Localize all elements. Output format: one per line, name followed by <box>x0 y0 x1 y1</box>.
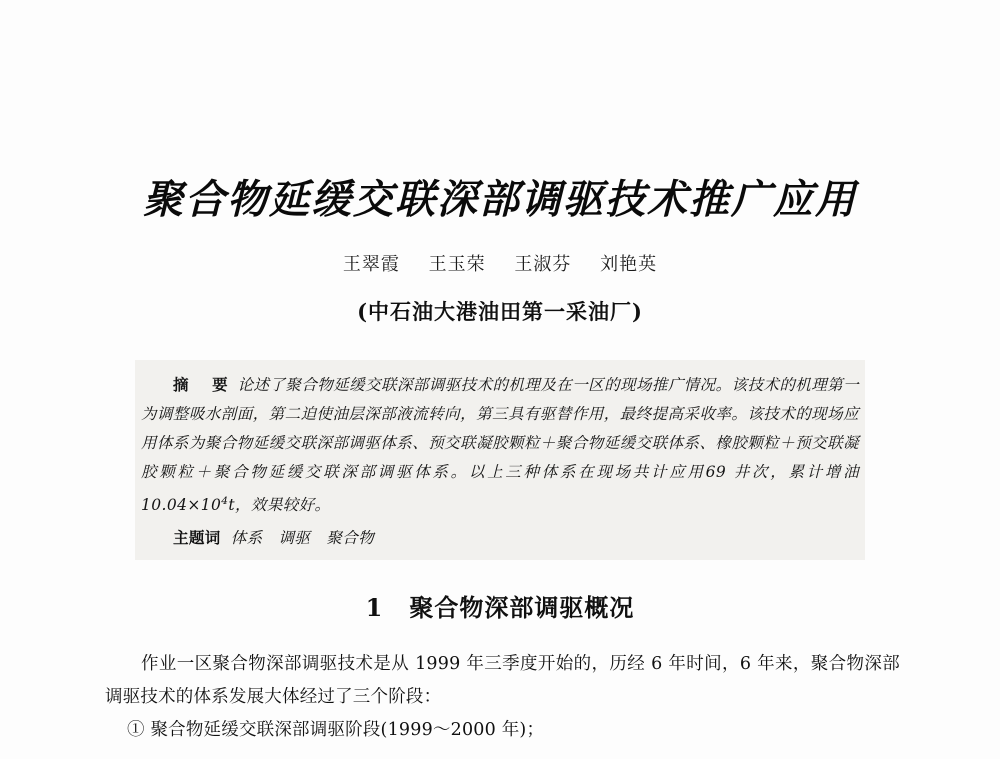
author-name: 王淑芬 <box>514 254 572 275</box>
body-text <box>105 648 900 747</box>
section-number: 1 <box>365 593 384 622</box>
paragraph: 作业一区聚合物深部调驱技术是从 1999 年三季度开始的，历经 6 年时间，6 年来，聚合物深部调驱技术的体系发展大体经过了三个阶段： <box>105 654 900 707</box>
author-name: 王玉荣 <box>428 254 486 275</box>
abstract-paragraph <box>141 370 859 520</box>
abstract-text: 论述了聚合物延缓交联深部调驱技术的机理及在一区的现场推广情况。该技术的机理第一为调整吸水剖面，第二迫使油层深部液流转向，第三具有驱替作用，最终提高采收率。该技术的现场应用体系为聚合物延缓交联深部调驱体系、预交联凝胶颗粒＋聚合物延缓交联体系、橡胶颗粒＋预交联凝胶颗粒＋聚合物延缓交联深部调驱体系。以上三种体系在现场共计应用69 井次，累计增油10.04×10 <box>141 376 859 515</box>
keyword-item: 调驱 <box>278 529 311 548</box>
author-name: 王翠霞 <box>342 254 400 275</box>
abstract-label: 摘 要 <box>173 375 232 394</box>
keyword-item: 聚合物 <box>326 529 375 548</box>
affiliation: (中石油大港油田第一采油厂) <box>357 299 643 324</box>
abstract-text-tail: t，效果较好。 <box>228 496 331 515</box>
author-name: 刘艳英 <box>600 254 658 275</box>
keyword-item: 体系 <box>230 529 263 548</box>
keywords-line <box>141 524 859 552</box>
abstract-exponent: 4 <box>221 495 229 507</box>
section-title: 聚合物深部调驱概况 <box>409 593 635 622</box>
keywords-label: 主题词 <box>173 528 221 548</box>
list-item: ① 聚合物延缓交联深部调驱阶段(1999～2000 年)； <box>127 720 545 740</box>
section-heading <box>0 588 1000 623</box>
page-title: 聚合物延缓交联深部调驱技术推广应用 <box>143 176 857 223</box>
abstract-block <box>135 360 865 560</box>
author-list <box>0 250 1000 276</box>
